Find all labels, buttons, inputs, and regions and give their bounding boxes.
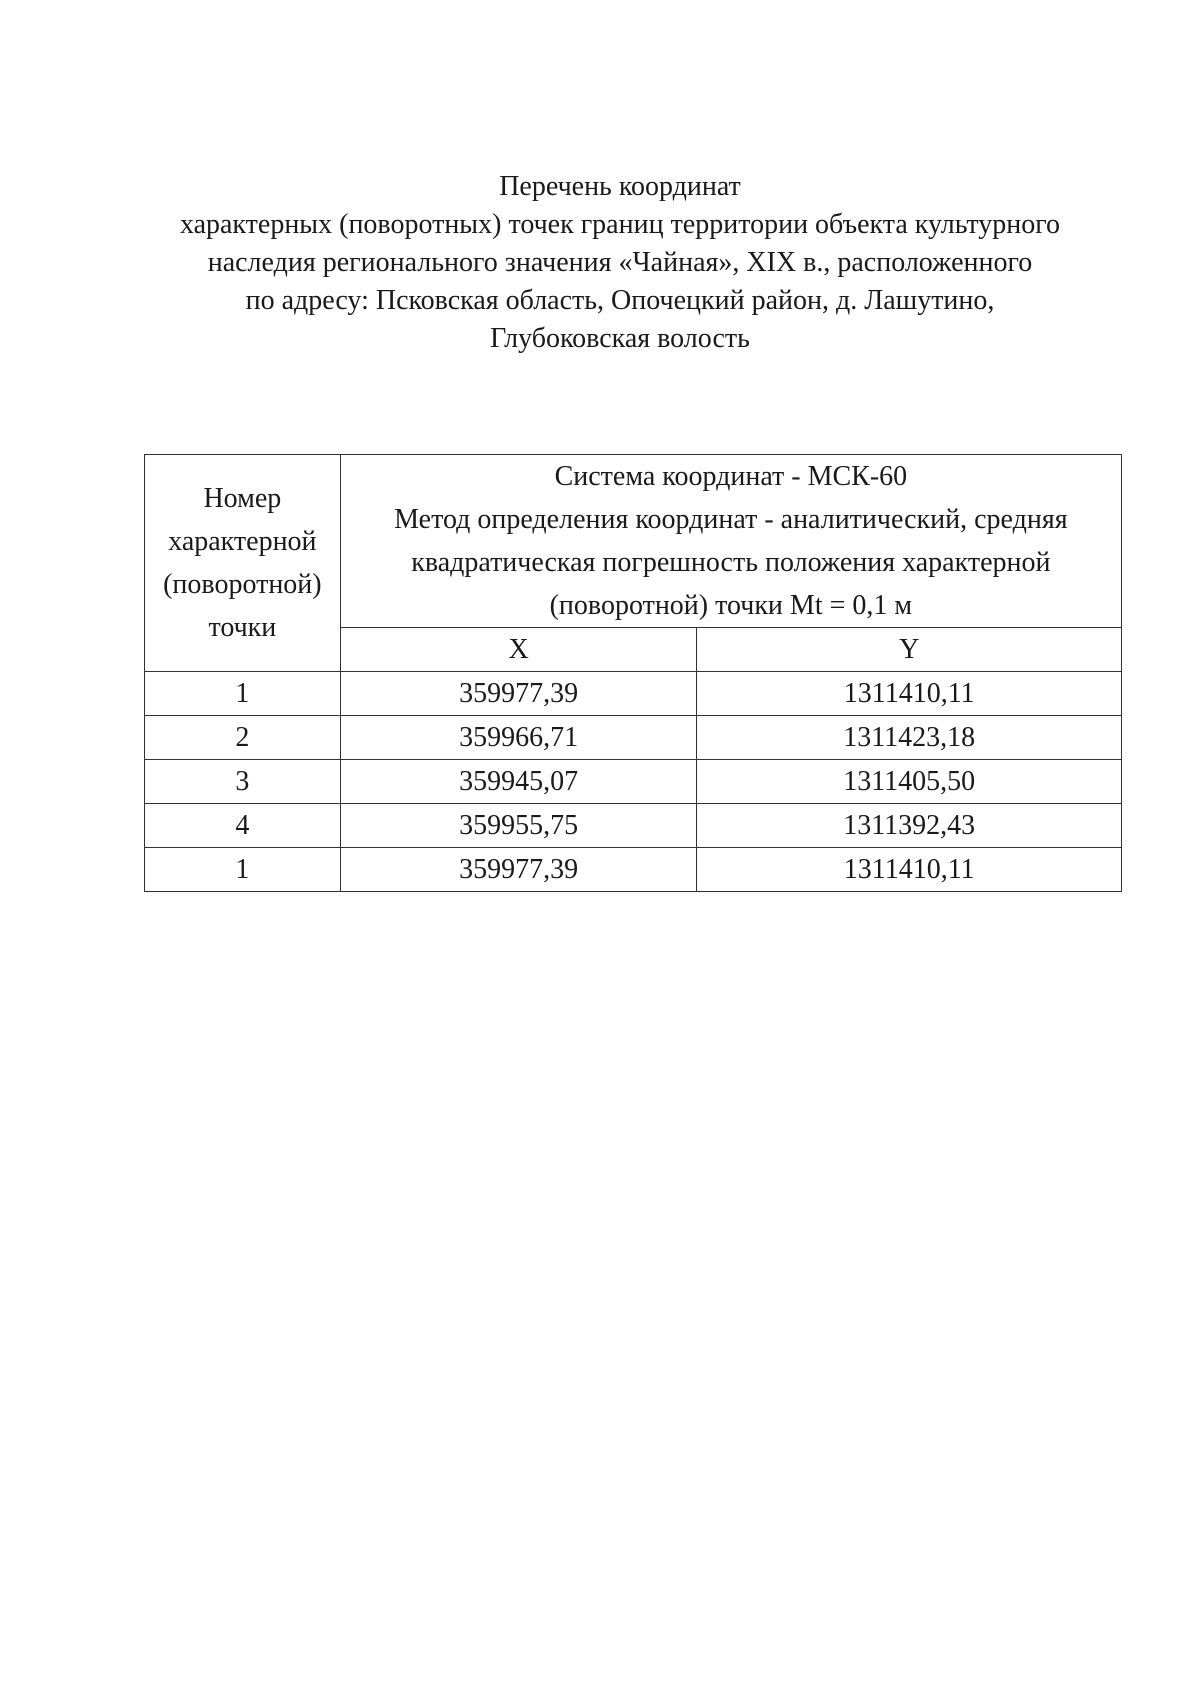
y-value-cell: 1311410,11: [697, 672, 1122, 716]
system-header-line-3: квадратическая погрешность положения характерной: [411, 547, 1051, 578]
point-header-line-2: характерной: [168, 526, 317, 557]
table-row: [145, 848, 1122, 892]
title-line-3: наследия регионального значения «Чайная», XIX в., расположенного: [207, 247, 1033, 278]
table-row: [145, 760, 1122, 804]
x-value-cell: 359977,39: [340, 848, 697, 892]
table-row: [145, 716, 1122, 760]
title-line-1: Перечень координат: [499, 171, 741, 202]
table-row: [145, 804, 1122, 848]
x-value-cell: 359966,71: [340, 716, 697, 760]
x-value-cell: 359955,75: [340, 804, 697, 848]
table-row: [145, 672, 1122, 716]
point-number-cell: 2: [145, 716, 341, 760]
document-title: [140, 168, 1100, 358]
title-line-2: характерных (поворотных) точек границ территории объекта культурного: [179, 209, 1061, 240]
system-header-line-4: (поворотной) точки Mt = 0,1 м: [549, 590, 913, 621]
point-header-line-4: точки: [208, 612, 277, 643]
title-line-4: по адресу: Псковская область, Опочецкий район, д. Лашутино,: [245, 285, 995, 316]
coordinates-table: [144, 454, 1122, 892]
y-value-cell: 1311423,18: [697, 716, 1122, 760]
point-number-cell: 1: [145, 848, 341, 892]
point-number-cell: 3: [145, 760, 341, 804]
x-column-header: X: [340, 628, 697, 672]
point-header-line-1: Номер: [203, 483, 282, 514]
x-value-cell: 359977,39: [340, 672, 697, 716]
y-value-cell: 1311410,11: [697, 848, 1122, 892]
x-value-cell: 359945,07: [340, 760, 697, 804]
y-value-cell: 1311405,50: [697, 760, 1122, 804]
point-header-line-3: (поворотной): [163, 569, 322, 600]
y-value-cell: 1311392,43: [697, 804, 1122, 848]
point-number-cell: 1: [145, 672, 341, 716]
point-number-cell: 4: [145, 804, 341, 848]
system-header-line-2: Метод определения координат - аналитический, средняя: [394, 504, 1068, 535]
title-line-5: Глубоковская волость: [490, 323, 750, 354]
y-column-header: Y: [697, 628, 1122, 672]
coordinate-system-header: [340, 455, 1121, 628]
point-number-header: [145, 455, 341, 672]
system-header-line-1: Система координат - МСК-60: [554, 461, 908, 492]
